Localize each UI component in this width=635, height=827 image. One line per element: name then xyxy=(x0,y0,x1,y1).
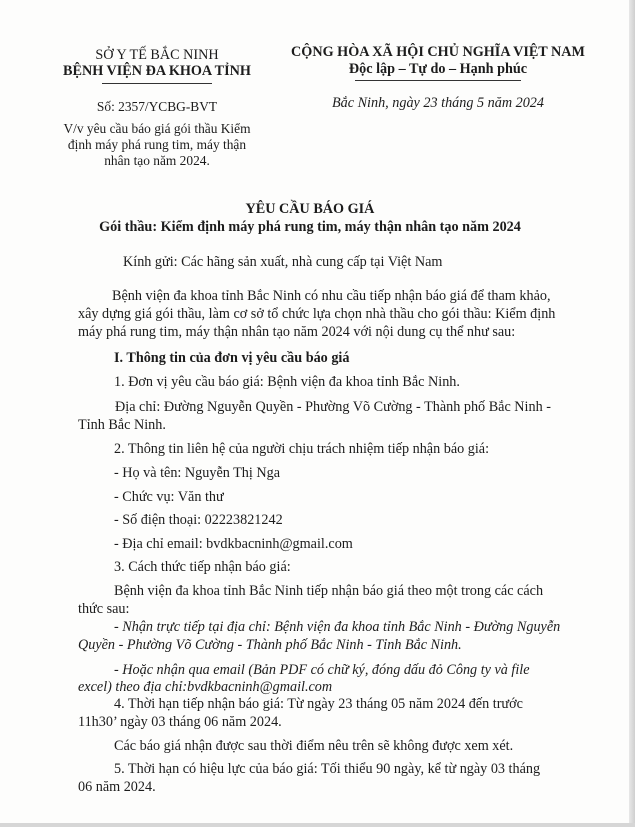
address-line-2: Tỉnh Bắc Ninh. xyxy=(78,417,166,433)
method-email-line-2: excel) theo địa chỉ:bvdkbacninh@gmail.com xyxy=(78,679,333,695)
motto-underline xyxy=(355,80,521,81)
method-direct-line-1: - Nhận trực tiếp tại địa chỉ: Bệnh viện đa khoa tỉnh Bắc Ninh - Đường Nguyễn xyxy=(114,619,561,635)
package-subtitle: Gói thầu: Kiểm định máy phá rung tim, máy thận nhân tạo năm 2024 xyxy=(99,219,521,235)
intro-line-2: xây dựng giá gói thầu, làm cơ sở tổ chức lựa chọn nhà thầu cho gói thầu: Kiểm định xyxy=(78,306,556,322)
item-1: 1. Đơn vị yêu cầu báo giá: Bệnh viện đa khoa tỉnh Bắc Ninh. xyxy=(114,374,460,390)
item-3: 3. Cách thức tiếp nhận báo giá: xyxy=(114,559,291,575)
contact-email: - Địa chỉ email: bvdkbacninh@gmail.com xyxy=(114,536,353,552)
subject-line-1: V/v yêu cầu báo giá gói thầu Kiểm xyxy=(63,121,251,136)
section-1-heading: I. Thông tin của đơn vị yêu cầu báo giá xyxy=(114,350,350,366)
intro-line-3: máy phá rung tim, máy thận nhân tạo năm 2024 với nội dung cụ thể như sau: xyxy=(78,324,516,340)
hospital-name: BỆNH VIỆN ĐA KHOA TỈNH xyxy=(63,63,251,79)
place-date: Bắc Ninh, ngày 23 tháng 5 năm 2024 xyxy=(331,95,544,111)
department-name: SỞ Y TẾ BẮC NINH xyxy=(95,47,219,63)
contact-phone: - Số điện thoại: 02223821242 xyxy=(114,512,283,528)
method-intro-line-1: Bệnh viện đa khoa tỉnh Bắc Ninh tiếp nhận báo giá theo một trong các cách xyxy=(114,583,544,599)
address-line-1: Địa chỉ: Đường Nguyễn Quyền - Phường Võ Cường - Thành phố Bắc Ninh - xyxy=(115,399,551,415)
method-intro-line-2: thức sau: xyxy=(78,601,130,617)
item-4-line-2: 11h30’ ngày 03 tháng 06 năm 2024. xyxy=(78,714,282,730)
method-direct-line-2: Quyền - Phường Võ Cường - Thành phố Bắc Ninh - Tỉnh Bắc Ninh. xyxy=(78,637,462,653)
subject-line-3: nhân tạo năm 2024. xyxy=(104,153,210,168)
page-bottom-edge xyxy=(0,823,635,827)
intro-line-1: Bệnh viện đa khoa tỉnh Bắc Ninh có nhu cầu tiếp nhận báo giá để tham khảo, xyxy=(112,288,551,304)
contact-name: - Họ và tên: Nguyễn Thị Nga xyxy=(114,465,281,481)
document-number: Số: 2357/YCBG-BVT xyxy=(96,99,218,114)
late-note: Các báo giá nhận được sau thời điểm nêu trên sẽ không được xem xét. xyxy=(114,738,514,754)
nation-title: CỘNG HÒA XÃ HỘI CHỦ NGHĨA VIỆT NAM xyxy=(291,44,585,60)
page-edge-shadow xyxy=(629,0,635,827)
item-2: 2. Thông tin liên hệ của người chịu trách nhiệm tiếp nhận báo giá: xyxy=(114,441,490,457)
item-5-line-2: 06 năm 2024. xyxy=(78,779,156,795)
subject-line-2: định máy phá rung tim, máy thận xyxy=(67,137,247,152)
contact-position: - Chức vụ: Văn thư xyxy=(114,489,224,505)
item-5-line-1: 5. Thời hạn có hiệu lực của báo giá: Tối thiểu 90 ngày, kể từ ngày 03 tháng xyxy=(114,761,541,777)
document-title: YÊU CẦU BÁO GIÁ xyxy=(245,201,375,217)
method-email-line-1: - Hoặc nhận qua email (Bản PDF có chữ ký, đóng dấu đỏ Công ty và file xyxy=(114,662,530,678)
national-motto: Độc lập – Tự do – Hạnh phúc xyxy=(348,61,528,77)
hospital-underline xyxy=(102,83,212,84)
item-4-line-1: 4. Thời hạn tiếp nhận báo giá: Từ ngày 23 tháng 05 năm 2024 đến trước xyxy=(114,696,523,712)
recipient-line: Kính gửi: Các hãng sản xuất, nhà cung cấp tại Việt Nam xyxy=(123,254,443,270)
